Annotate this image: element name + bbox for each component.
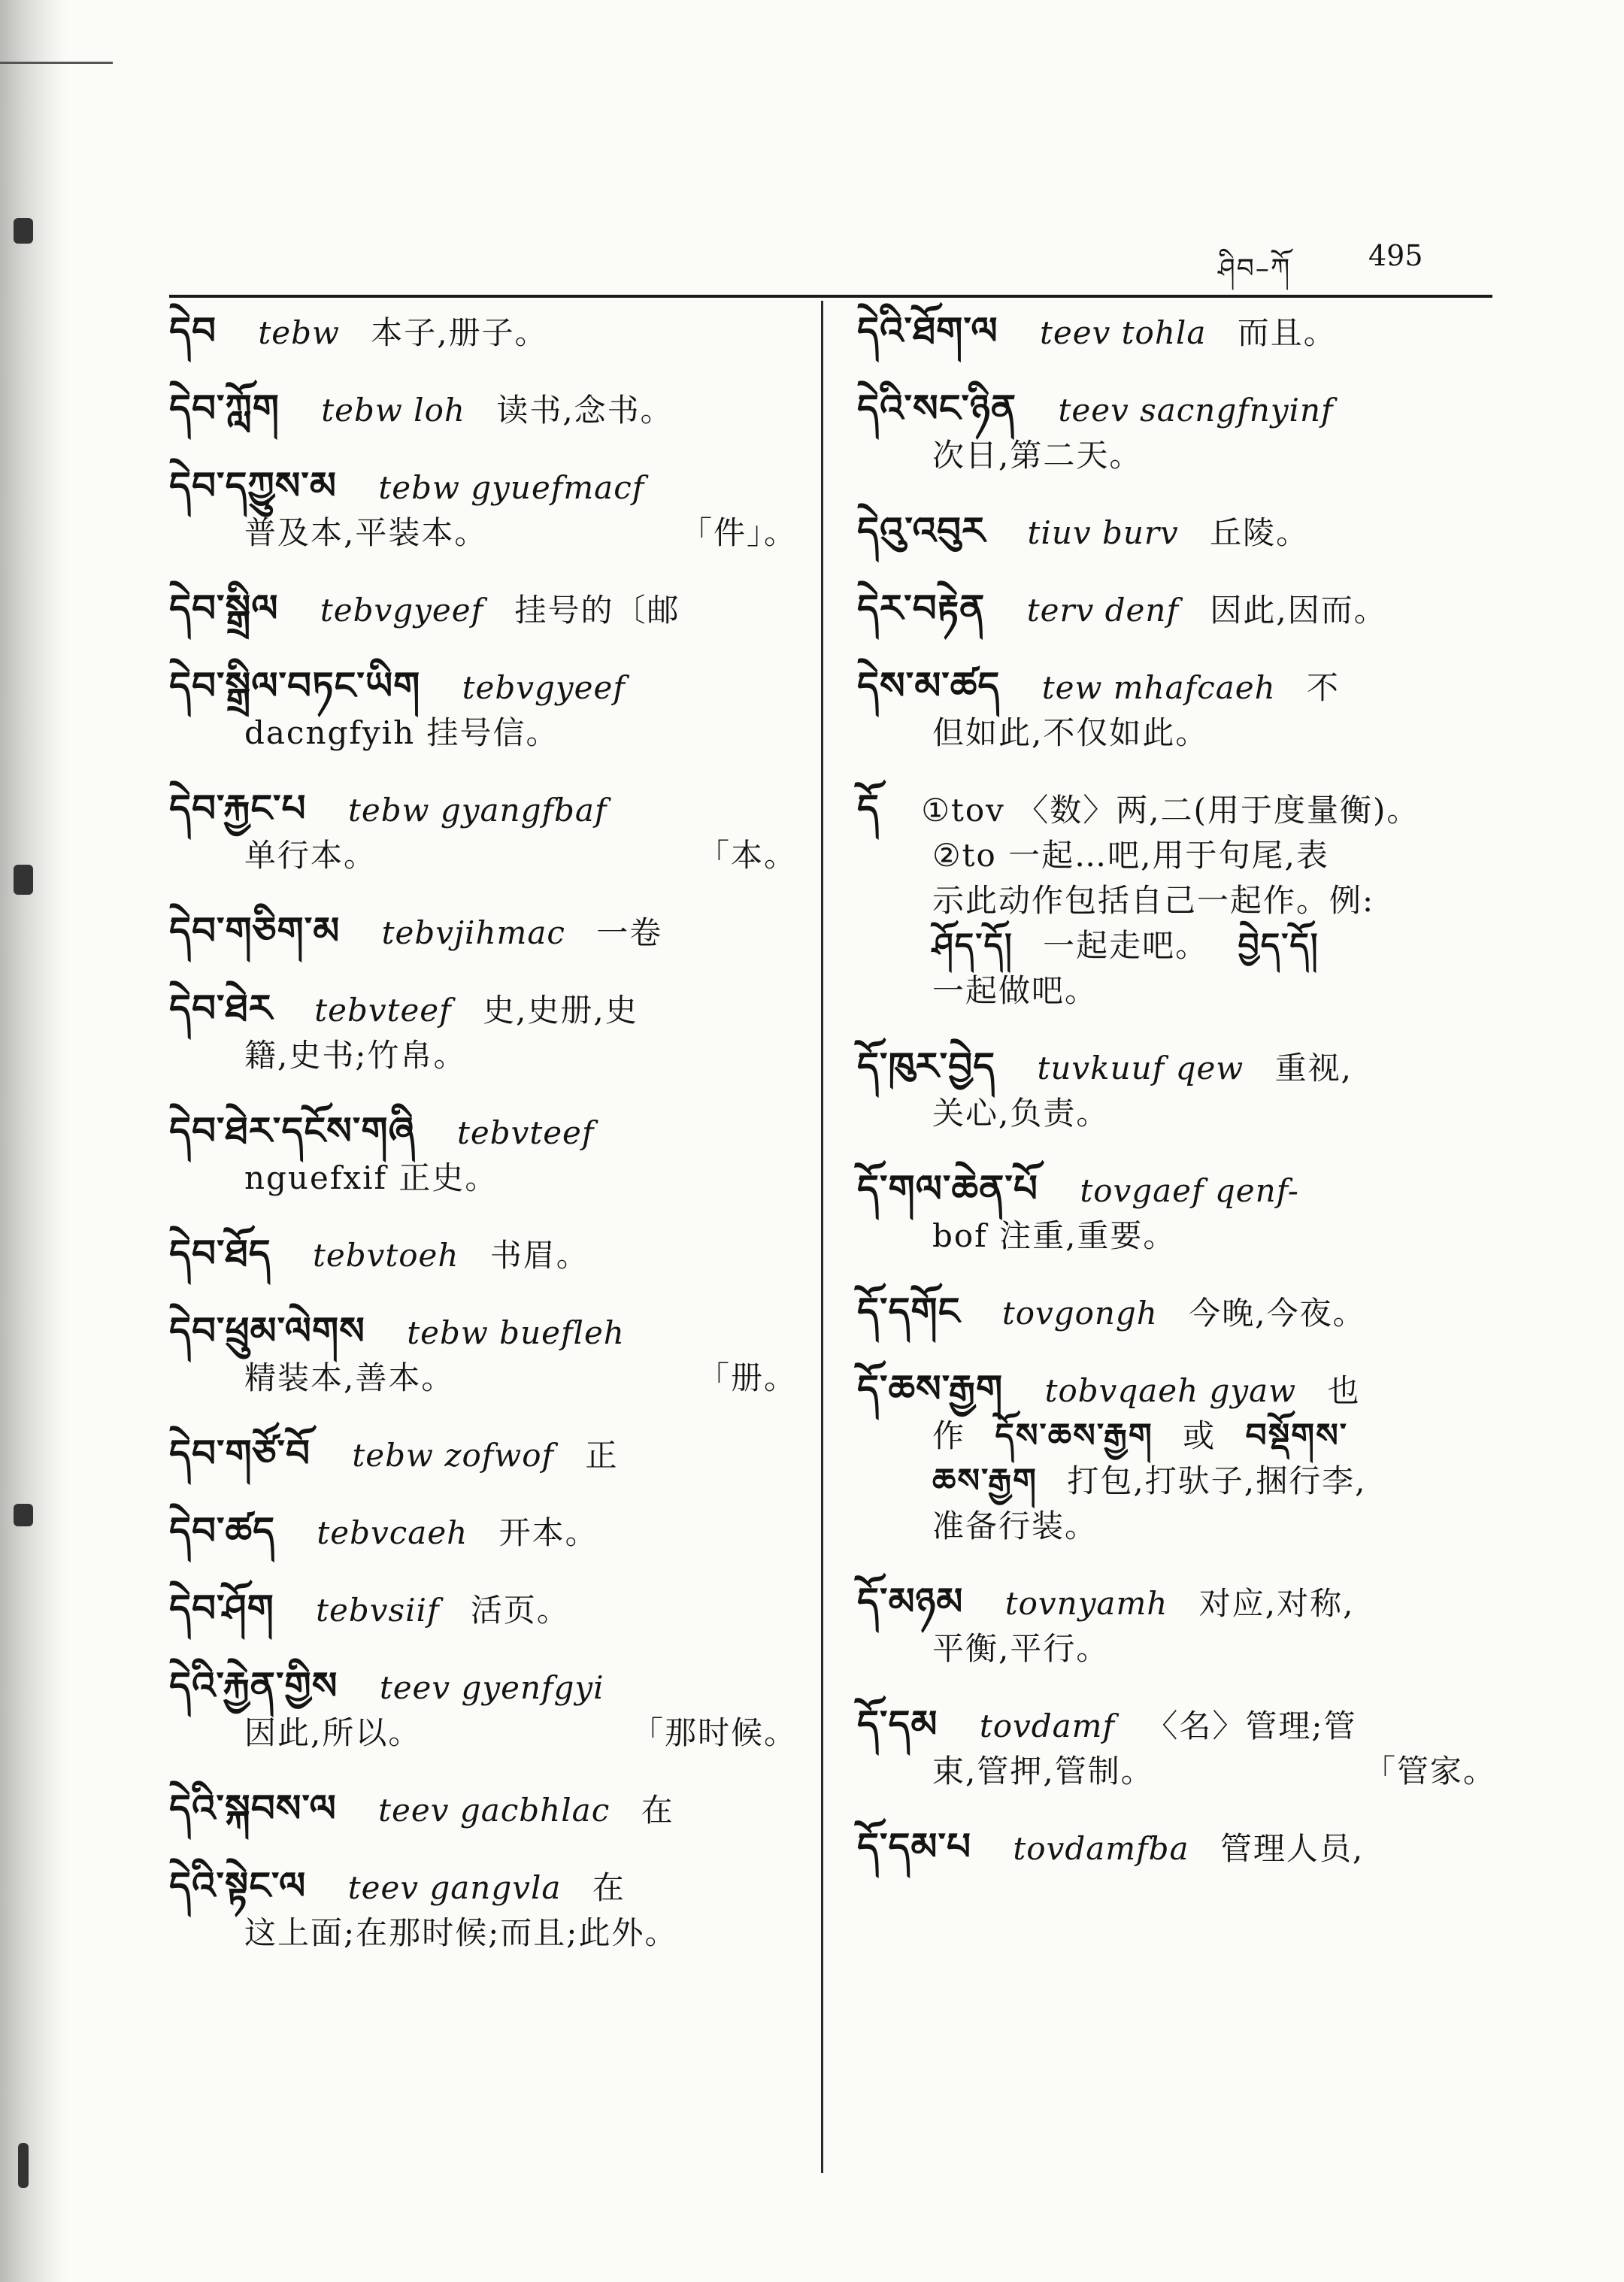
- headword: དེབ་གཙོ་བོ: [169, 1432, 311, 1475]
- dictionary-entry: [857, 1366, 1496, 1549]
- dictionary-entry: [169, 1108, 797, 1201]
- headword: དེབ་སྒྲིལ: [169, 586, 279, 630]
- romanization: tovdamf: [979, 1708, 1116, 1744]
- example-tibetan: བྱེད་དོ།: [1238, 926, 1320, 965]
- dictionary-entry: [169, 386, 797, 433]
- headword: དོ་དམ་པ: [857, 1825, 972, 1868]
- gloss: 正: [585, 1437, 619, 1474]
- headword: དེའུ་འབུར: [857, 509, 986, 553]
- romanization: tebvcaeh: [317, 1514, 468, 1551]
- gloss-continuation: bof 注重,重要。: [932, 1217, 1177, 1254]
- headword: དེར་བརྟེན: [857, 586, 986, 630]
- headword: དེས་མ་ཚད: [857, 664, 1001, 708]
- dictionary-entry: [857, 586, 1496, 633]
- dictionary-entry: [857, 786, 1496, 1014]
- romanization: tebw gyuefmacf: [378, 469, 645, 506]
- dictionary-entry: [169, 786, 797, 878]
- measure-word-note: 「那时候。: [631, 1714, 797, 1751]
- dictionary-entry: [857, 1044, 1496, 1136]
- gloss: 不: [1307, 669, 1341, 706]
- gloss: 今晚,今夜。: [1189, 1295, 1366, 1332]
- headword: དེབ་ཕྲུམ་ལེགས: [169, 1309, 365, 1353]
- header-rule: [169, 295, 1492, 298]
- gloss: 挂号的〔邮: [514, 592, 680, 629]
- measure-word-note: 「册。: [697, 1359, 797, 1396]
- gloss-continuation: 次日,第二天。: [932, 437, 1143, 474]
- gloss-continuation: 精装本,善本。: [244, 1359, 455, 1396]
- romanization: tovgongh: [1001, 1295, 1158, 1332]
- dictionary-entry: [857, 308, 1496, 356]
- romanization: tebw buefleh: [407, 1314, 625, 1351]
- gloss: 因此,因而。: [1210, 592, 1387, 629]
- gloss: 读书,念书。: [496, 392, 674, 429]
- headword: དེའི་སང་ཉིན: [857, 386, 1017, 430]
- headword: དེབ་ཀློག: [169, 386, 280, 430]
- romanization: tobvqaeh gyaw: [1044, 1372, 1297, 1409]
- gloss-text: 打包,打驮子,捆行李,: [1067, 1462, 1367, 1499]
- headword: དེབ་དཀྱུས་མ: [169, 464, 337, 508]
- dictionary-entry: [857, 386, 1496, 478]
- variant-tibetan: དོས་ཆས་རྒྱག: [995, 1417, 1153, 1455]
- romanization: tebw loh: [321, 392, 465, 429]
- gloss: 重视,: [1274, 1050, 1353, 1086]
- gloss-continuation: 但如此,不仅如此。: [932, 714, 1209, 751]
- dictionary-entry: [169, 586, 797, 633]
- romanization: tebvgyeef: [462, 669, 626, 706]
- headword: དོ་གལ་ཆེན་པོ: [857, 1167, 1038, 1211]
- romanization: tebw zofwof: [352, 1437, 555, 1474]
- romanization: teev gacbhlac: [378, 1792, 611, 1829]
- headword: དོ: [857, 786, 880, 830]
- romanization: tiuv burv: [1027, 514, 1179, 551]
- gloss-continuation: dacngfyih 挂号信。: [244, 714, 559, 751]
- gloss-continuation: 示此动作包括自己一起作。例:: [932, 882, 1375, 919]
- gloss: 也: [1327, 1372, 1361, 1409]
- scan-mark: [14, 1504, 33, 1526]
- example-gloss: 一起走吧。: [1043, 927, 1209, 964]
- variant-tibetan: བསྡོགས་: [1245, 1417, 1349, 1455]
- gloss: 在: [641, 1792, 674, 1829]
- page-header: [1203, 233, 1489, 284]
- dictionary-entry: [169, 463, 797, 556]
- dictionary-entry: [169, 986, 797, 1078]
- romanization: tuvkuuf qew: [1037, 1050, 1244, 1086]
- gloss-continuation: 籍,史书;竹帛。: [244, 1037, 467, 1074]
- romanization: tovdamfba: [1013, 1830, 1189, 1867]
- headword: དོ་དགོང: [857, 1289, 961, 1333]
- romanization: tebvteef: [314, 992, 452, 1029]
- gloss: 对应,对称,: [1198, 1585, 1355, 1622]
- example-tibetan: ཤོད་དོ།: [932, 926, 1013, 965]
- left-column: [169, 308, 797, 1986]
- gloss: 活页。: [470, 1592, 570, 1629]
- gloss: 丘陵。: [1210, 514, 1310, 551]
- gloss: 管理人员,: [1220, 1830, 1365, 1867]
- romanization: tebvjihmac: [381, 914, 565, 951]
- gloss-continuation: 普及本,平装本。: [244, 514, 488, 551]
- scan-mark: [14, 865, 33, 895]
- dictionary-entry: [169, 308, 797, 356]
- dictionary-entry: [169, 1863, 797, 1956]
- romanization: tebw: [258, 314, 340, 351]
- romanization: tebvgyeef: [320, 592, 484, 629]
- headword: དེབ་ཐེར: [169, 986, 273, 1030]
- dictionary-entry: [169, 1786, 797, 1833]
- gloss-continuation: 准备行装。: [932, 1508, 1098, 1544]
- dictionary-entry: [169, 908, 797, 956]
- headword: དེབ་རྐྱང་པ: [169, 786, 307, 830]
- gloss-continuation: ②to 一起…吧,用于句尾,表: [932, 837, 1329, 874]
- headword: དེའི་སྐབས་ལ: [169, 1787, 337, 1830]
- dictionary-entry: [857, 1702, 1496, 1794]
- gloss-continuation: 束,管押,管制。: [932, 1753, 1154, 1790]
- measure-word-note: 「件」。: [680, 514, 797, 551]
- gloss-continuation: 一起做吧。: [932, 972, 1098, 1009]
- scan-mark: [18, 2143, 29, 2188]
- gloss: 〈名〉管理;管: [1146, 1708, 1357, 1744]
- measure-word-note: 「本。: [697, 837, 797, 874]
- headword: དེབ་ཚད: [169, 1509, 276, 1553]
- headword: དེབ་ཤོག: [169, 1586, 274, 1630]
- headword: དེབ་སྒྲིལ་བཏང་ཡིག: [169, 664, 421, 708]
- variant-tibetan: ཆས་རྒྱག: [932, 1462, 1038, 1500]
- romanization: tebvtoeh: [313, 1237, 459, 1274]
- page-number: 495: [1368, 239, 1423, 272]
- scan-margin-shadow: [0, 0, 68, 2282]
- dictionary-entry: [169, 1231, 797, 1278]
- gloss-continuation: 单行本。: [244, 837, 377, 874]
- dictionary-entry: [169, 663, 797, 756]
- gloss-continuation: 平衡,平行。: [932, 1630, 1110, 1667]
- headword: དོ་ཁུར་བྱེད: [857, 1044, 996, 1088]
- dictionary-entry: [169, 1431, 797, 1478]
- gloss-continuation: nguefxif 正史。: [244, 1159, 498, 1196]
- dictionary-entry: [857, 1289, 1496, 1336]
- headword: དེབ: [169, 309, 217, 353]
- dictionary-entry: [169, 1508, 797, 1556]
- gloss: 而且。: [1237, 314, 1337, 351]
- romanization: tebvsiif: [316, 1592, 440, 1629]
- variant-prefix: 作: [932, 1417, 966, 1454]
- example-line: [857, 923, 1496, 968]
- romanization: tew mhafcaeh: [1041, 669, 1276, 706]
- gloss: 书眉。: [489, 1237, 589, 1274]
- dictionary-entry: [857, 663, 1496, 756]
- romanization: tebvteef: [456, 1114, 595, 1151]
- gloss: 本子,册子。: [371, 314, 548, 351]
- headword: དེའི་ཐོག་ལ: [857, 309, 998, 353]
- scan-mark: [14, 218, 33, 244]
- headword: དེབ་ཐོད: [169, 1232, 271, 1275]
- dictionary-entry: [169, 1586, 797, 1633]
- gloss-continuation: 因此,所以。: [244, 1714, 422, 1751]
- scan-top-rule: [0, 62, 113, 64]
- headword: དེབ་ཐེར་དངོས་གཞི: [169, 1109, 416, 1153]
- romanization: terv denf: [1026, 592, 1179, 629]
- gloss-continuation: 这上面;在那时候;而且;此外。: [244, 1914, 678, 1951]
- dictionary-entry: [169, 1663, 797, 1756]
- gloss-continuation: [857, 1459, 1496, 1504]
- gloss: 史,史册,史: [483, 992, 638, 1029]
- headword: དོ་དམ: [857, 1702, 938, 1746]
- dictionary-entry: [169, 1308, 797, 1401]
- headword: དེའི་རྐྱེན་གྱིས: [169, 1664, 338, 1708]
- gloss: 一卷: [596, 914, 663, 951]
- gloss: ①tov 〈数〉两,二(用于度量衡)。: [921, 792, 1420, 829]
- romanization: teev sacngfnyinf: [1058, 392, 1334, 429]
- romanization: tovgaef qenf-: [1080, 1172, 1299, 1209]
- headword: དེའི་སྟེང་ལ: [169, 1864, 307, 1908]
- header-range: ཤིབ–ཀོ: [1218, 253, 1292, 284]
- dictionary-entry: [857, 1166, 1496, 1259]
- romanization: teev gyenfgyi: [379, 1669, 604, 1706]
- headword: དོ་མཉམ: [857, 1580, 964, 1623]
- romanization: tebw gyangfbaf: [347, 792, 607, 829]
- variant-line: [857, 1414, 1496, 1459]
- right-column: [857, 308, 1496, 1902]
- gloss-continuation: 关心,负责。: [932, 1095, 1110, 1132]
- headword: དོ་ཆས་རྒྱག: [857, 1367, 1004, 1411]
- dictionary-entry: [857, 1579, 1496, 1671]
- gloss: 开本。: [498, 1514, 598, 1551]
- romanization: teev tohla: [1040, 314, 1207, 351]
- romanization: teev gangvla: [347, 1869, 562, 1906]
- dictionary-entry: [857, 508, 1496, 556]
- romanization: tovnyamh: [1004, 1585, 1168, 1622]
- dictionary-entry: [857, 1824, 1496, 1871]
- column-divider: [821, 301, 823, 2173]
- headword: དེབ་གཅིག་མ: [169, 909, 341, 953]
- variant-conjunction: 或: [1183, 1417, 1216, 1454]
- measure-word-note: 「管家。: [1363, 1753, 1496, 1790]
- gloss: 在: [592, 1869, 626, 1906]
